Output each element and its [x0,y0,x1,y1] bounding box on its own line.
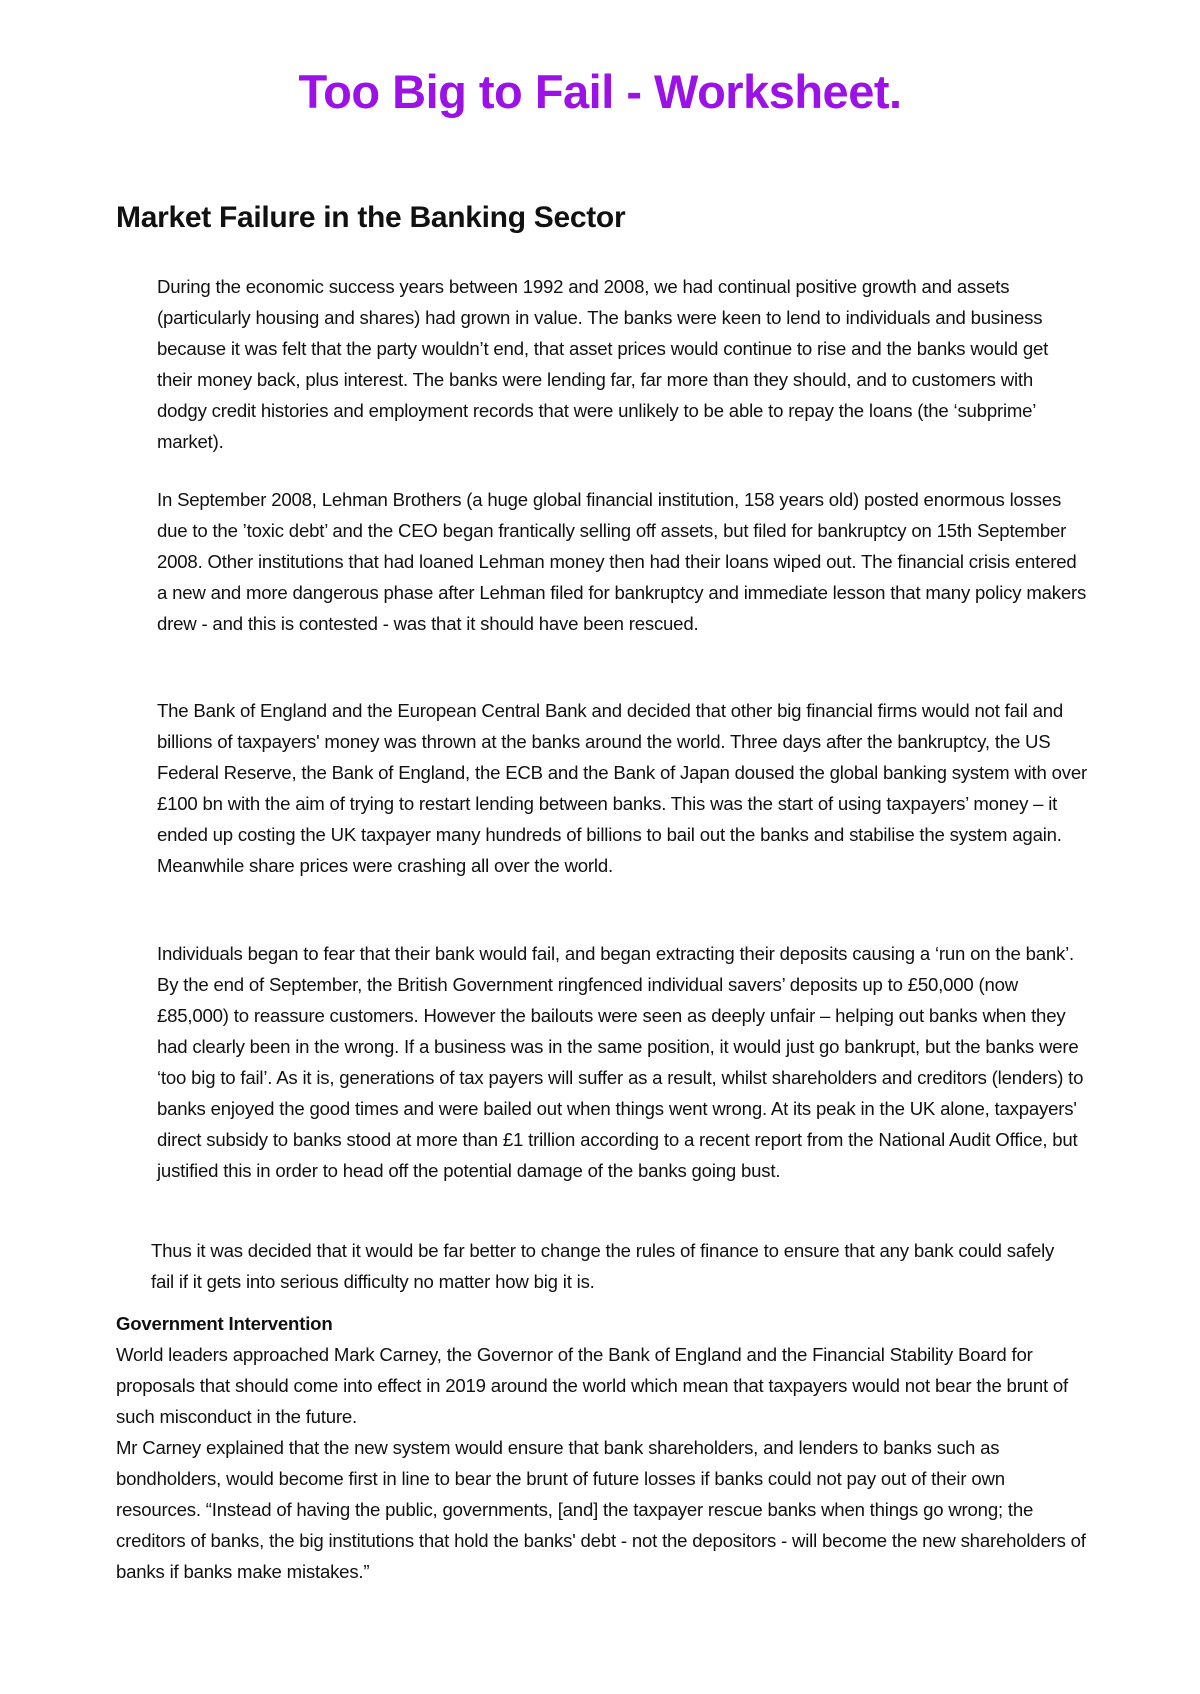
paragraph-central-banks: The Bank of England and the European Central Bank and decided that other big financial firms would not fail and billions of taxpayers' money was thrown at the banks around the world. Three days after the bankruptcy, the US Federal Reserve, the Bank of England, the ECB and the Bank of Japan doused the global banking system with over £100 bn with the aim of trying to restart lending between banks. This was the start of using taxpayers’ money – it ended up costing the UK taxpayer many hundreds of billions to bail out the banks and stabilise the system again. Meanwhile share prices were crashing all over the world. [157,700,1087,876]
paragraph-economic-success: During the economic success years between 1992 and 2008, we had continual positive growth and assets (particularly housing and shares) had grown in value. The banks were keen to lend to individuals and business because it was felt that the party wouldn’t end, that asset prices would continue to rise and the banks would get their money back, plus interest. The banks were lending far, far more than they should, and to customers with dodgy credit histories and employment records that were unlikely to be able to repay the loans (the ‘subprime’ market). [157,276,1049,452]
section-heading-market-failure: Market Failure in the Banking Sector [116,201,626,234]
worksheet-title: Too Big to Fail - Worksheet. [298,65,902,118]
paragraph-new-system: Mr Carney explained that the new system would ensure that bank shareholders, and lenders to banks such as bondholders, would become first in line to bear the brunt of future losses if banks could not pay out of their own resources. “Instead of having the public, governments, [and] the taxpayer rescue banks when things go wrong; the creditors of banks, the big institutions that hold the banks' debt - not the depositors - will become the new shareholders of banks if banks make mistakes.” [116,1437,1086,1582]
subheading-government-intervention: Government Intervention [116,1313,333,1334]
paragraph-run-on-bank: Individuals began to fear that their bank would fail, and began extracting their deposits causing a ‘run on the bank’. By the end of September, the British Government ringfenced individual savers’ deposits up to £50,000 (now £85,000) to reassure customers. However the bailouts were seen as deeply unfair – helping out banks when they had clearly been in the wrong. If a business was in the same position, it would just go bankrupt, but the banks were ‘too big to fail’. As it is, generations of tax payers will suffer as a result, whilst shareholders and creditors (lenders) to banks enjoyed the good times and were bailed out when things went wrong. At its peak in the UK alone, taxpayers' direct subsidy to banks stood at more than £1 trillion according to a recent report from the National Audit Office, but justified this in order to head off the potential damage of the banks going bust. [157,943,1084,1181]
paragraph-mark-carney: World leaders approached Mark Carney, the Governor of the Bank of England and the Financial Stability Board for proposals that should come into effect in 2019 around the world which mean that taxpayers would not bear the brunt of such misconduct in the future. [116,1344,1069,1427]
paragraph-conclusion: Thus it was decided that it would be far better to change the rules of finance to ensure that any bank could safely fail if it gets into serious difficulty no matter how big it is. [151,1240,1055,1292]
paragraph-lehman-brothers: In September 2008, Lehman Brothers (a huge global financial institution, 158 years old) posted enormous losses due to the ’toxic debt’ and the CEO began frantically selling off assets, but filed for bankruptcy on 15th September 2008. Other institutions that had loaned Lehman money then had their loans wiped out. The financial crisis entered a new and more dangerous phase after Lehman filed for bankruptcy and immediate lesson that many policy makers drew - and this is contested - was that it should have been rescued. [157,489,1087,634]
